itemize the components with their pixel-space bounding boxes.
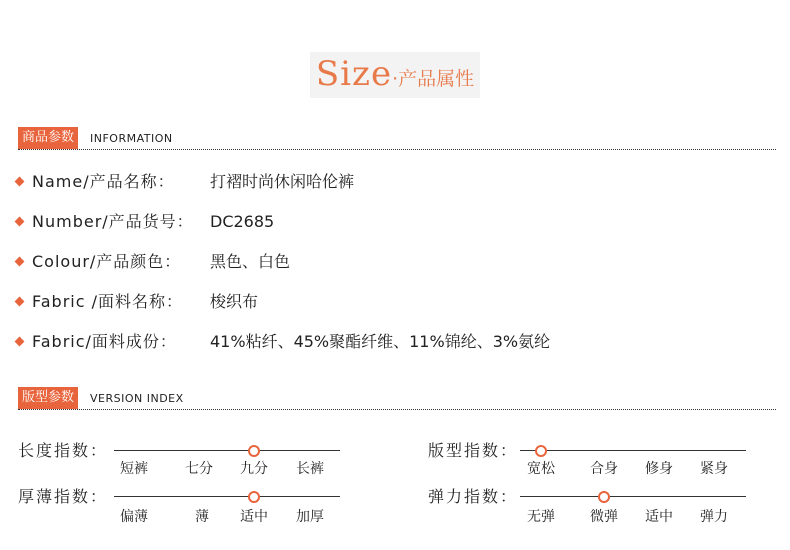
index-option: 合身 <box>590 461 618 477</box>
index-option: 微弹 <box>590 509 618 525</box>
index-option: 适中 <box>240 509 268 525</box>
index-marker-icon <box>535 445 547 457</box>
index-option: 偏薄 <box>120 509 148 525</box>
index-scale-line <box>520 450 746 451</box>
index-option: 无弹 <box>527 509 555 525</box>
diamond-bullet-icon <box>15 297 25 307</box>
info-value: 41%粘纤、45%聚酯纤维、11%锦纶、3%氨纶 <box>210 332 551 351</box>
info-value: 黑色、白色 <box>210 252 291 271</box>
index-scale-line <box>114 450 340 451</box>
page-title-en: Size <box>315 54 393 94</box>
index-option: 紧身 <box>700 461 728 477</box>
index-marker-icon <box>248 491 260 503</box>
diamond-bullet-icon <box>15 177 25 187</box>
index-option: 七分 <box>185 461 213 477</box>
diamond-bullet-icon <box>15 337 25 347</box>
index-label: 弹力指数： <box>428 487 519 506</box>
index-option: 修身 <box>645 461 673 477</box>
info-value: 梭织布 <box>210 292 259 311</box>
info-value: DC2685 <box>210 212 275 231</box>
version-tag: 版型参数 <box>18 387 78 409</box>
index-label: 长度指数： <box>18 441 109 460</box>
version-header <box>18 387 776 410</box>
index-scale-line <box>520 496 746 497</box>
index-label: 版型指数： <box>428 441 519 460</box>
index-option: 宽松 <box>527 461 555 477</box>
information-header <box>18 127 776 150</box>
index-option: 弹力 <box>700 509 728 525</box>
info-label: Fabric/面料成份： <box>32 332 177 351</box>
info-value: 打褶时尚休闲哈伦裤 <box>210 172 355 191</box>
info-label: Colour/产品颜色： <box>32 252 182 271</box>
index-scale-line <box>114 496 340 497</box>
index-option: 九分 <box>240 461 268 477</box>
index-marker-icon <box>598 491 610 503</box>
index-label: 厚薄指数： <box>18 487 109 506</box>
diamond-bullet-icon <box>15 257 25 267</box>
index-option: 短裤 <box>120 461 148 477</box>
info-label: Name/产品名称： <box>32 172 175 191</box>
page-title-cn: ·产品属性 <box>392 68 475 90</box>
page-title <box>310 52 480 98</box>
version-en-label: VERSION INDEX <box>90 392 184 405</box>
index-option: 加厚 <box>296 509 324 525</box>
info-label: Number/产品货号： <box>32 212 194 231</box>
index-option: 薄 <box>195 509 209 525</box>
information-en-label: INFORMATION <box>90 132 173 145</box>
index-marker-icon <box>248 445 260 457</box>
index-option: 适中 <box>645 509 673 525</box>
page-title-wrap <box>0 52 790 98</box>
diamond-bullet-icon <box>15 217 25 227</box>
information-tag: 商品参数 <box>18 127 78 149</box>
info-label: Fabric /面料名称： <box>32 292 183 311</box>
index-option: 长裤 <box>296 461 324 477</box>
